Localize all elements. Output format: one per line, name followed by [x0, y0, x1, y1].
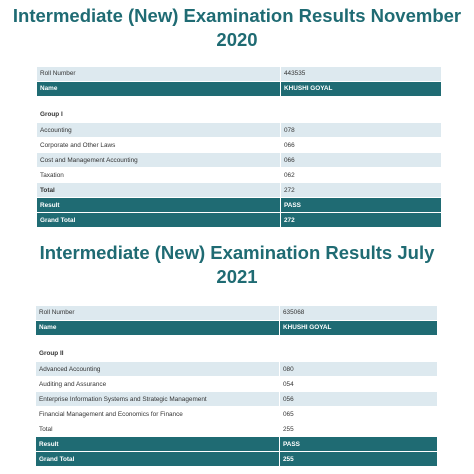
total-label: Total: [37, 183, 281, 197]
heading-line-2: 2021: [216, 266, 258, 287]
name-label: Name: [36, 321, 280, 335]
results-table-july-2021: [36, 306, 437, 467]
total-value: 272: [281, 183, 441, 197]
name-value: KHUSHI GOYAL: [280, 321, 437, 335]
name-label: Name: [37, 82, 281, 96]
grand-total-value: 272: [281, 213, 441, 227]
group-header-row: [36, 344, 437, 362]
grand-total-row: [37, 213, 441, 228]
total-row: [37, 183, 441, 198]
subject-marks: 056: [280, 392, 437, 406]
roll-number-value: 635068: [280, 306, 437, 320]
results-heading-july-2021: [0, 241, 474, 289]
group-label: Group II: [36, 344, 280, 361]
subject-row: [37, 123, 441, 138]
heading-line-1: Intermediate (New) Examination Results November: [12, 5, 462, 26]
subject-name: Auditing and Assurance: [36, 377, 280, 391]
subject-name: Enterprise Information Systems and Strategic Management: [36, 392, 280, 406]
subject-name: Corporate and Other Laws: [37, 138, 281, 152]
total-label: Total: [36, 422, 280, 436]
subject-name: Financial Management and Economics for Finance: [36, 407, 280, 421]
result-label: Result: [37, 198, 281, 212]
heading-line-1: Intermediate (New) Examination Results July: [39, 242, 435, 263]
result-row: [37, 198, 441, 213]
name-row: [37, 82, 441, 97]
subject-marks: 080: [280, 362, 437, 376]
result-value: PASS: [280, 437, 437, 451]
roll-number-label: Roll Number: [36, 306, 280, 320]
roll-number-row: [36, 306, 437, 321]
subject-row: [37, 168, 441, 183]
total-value: 255: [280, 422, 437, 436]
grand-total-row: [36, 452, 437, 467]
results-heading-november-2020: [0, 4, 474, 52]
subject-name: Taxation: [37, 168, 281, 182]
subject-row: [37, 138, 441, 153]
group-label: Group I: [37, 105, 281, 122]
subject-marks: 062: [281, 168, 441, 182]
name-value: KHUSHI GOYAL: [281, 82, 441, 96]
subject-row: [36, 362, 437, 377]
grand-total-value: 255: [280, 452, 437, 466]
grand-total-label: Grand Total: [37, 213, 281, 227]
subject-row: [36, 392, 437, 407]
subject-marks: 054: [280, 377, 437, 391]
spacer: [37, 97, 441, 105]
roll-number-row: [37, 67, 441, 82]
grand-total-label: Grand Total: [36, 452, 280, 466]
subject-row: [36, 377, 437, 392]
subject-name: Accounting: [37, 123, 281, 137]
subject-marks: 066: [281, 138, 441, 152]
name-row: [36, 321, 437, 336]
subject-marks: 066: [281, 153, 441, 167]
subject-name: Advanced Accounting: [36, 362, 280, 376]
group-header-row: [37, 105, 441, 123]
subject-row: [37, 153, 441, 168]
results-table-november-2020: [37, 67, 441, 228]
subject-name: Cost and Management Accounting: [37, 153, 281, 167]
result-value: PASS: [281, 198, 441, 212]
result-row: [36, 437, 437, 452]
subject-marks: 078: [281, 123, 441, 137]
result-label: Result: [36, 437, 280, 451]
subject-marks: 065: [280, 407, 437, 421]
total-row: [36, 422, 437, 437]
group-empty-cell: [281, 105, 441, 122]
spacer: [36, 336, 437, 344]
group-empty-cell: [280, 344, 437, 361]
roll-number-value: 443535: [281, 67, 441, 81]
subject-row: [36, 407, 437, 422]
heading-line-2: 2020: [216, 29, 258, 50]
roll-number-label: Roll Number: [37, 67, 281, 81]
